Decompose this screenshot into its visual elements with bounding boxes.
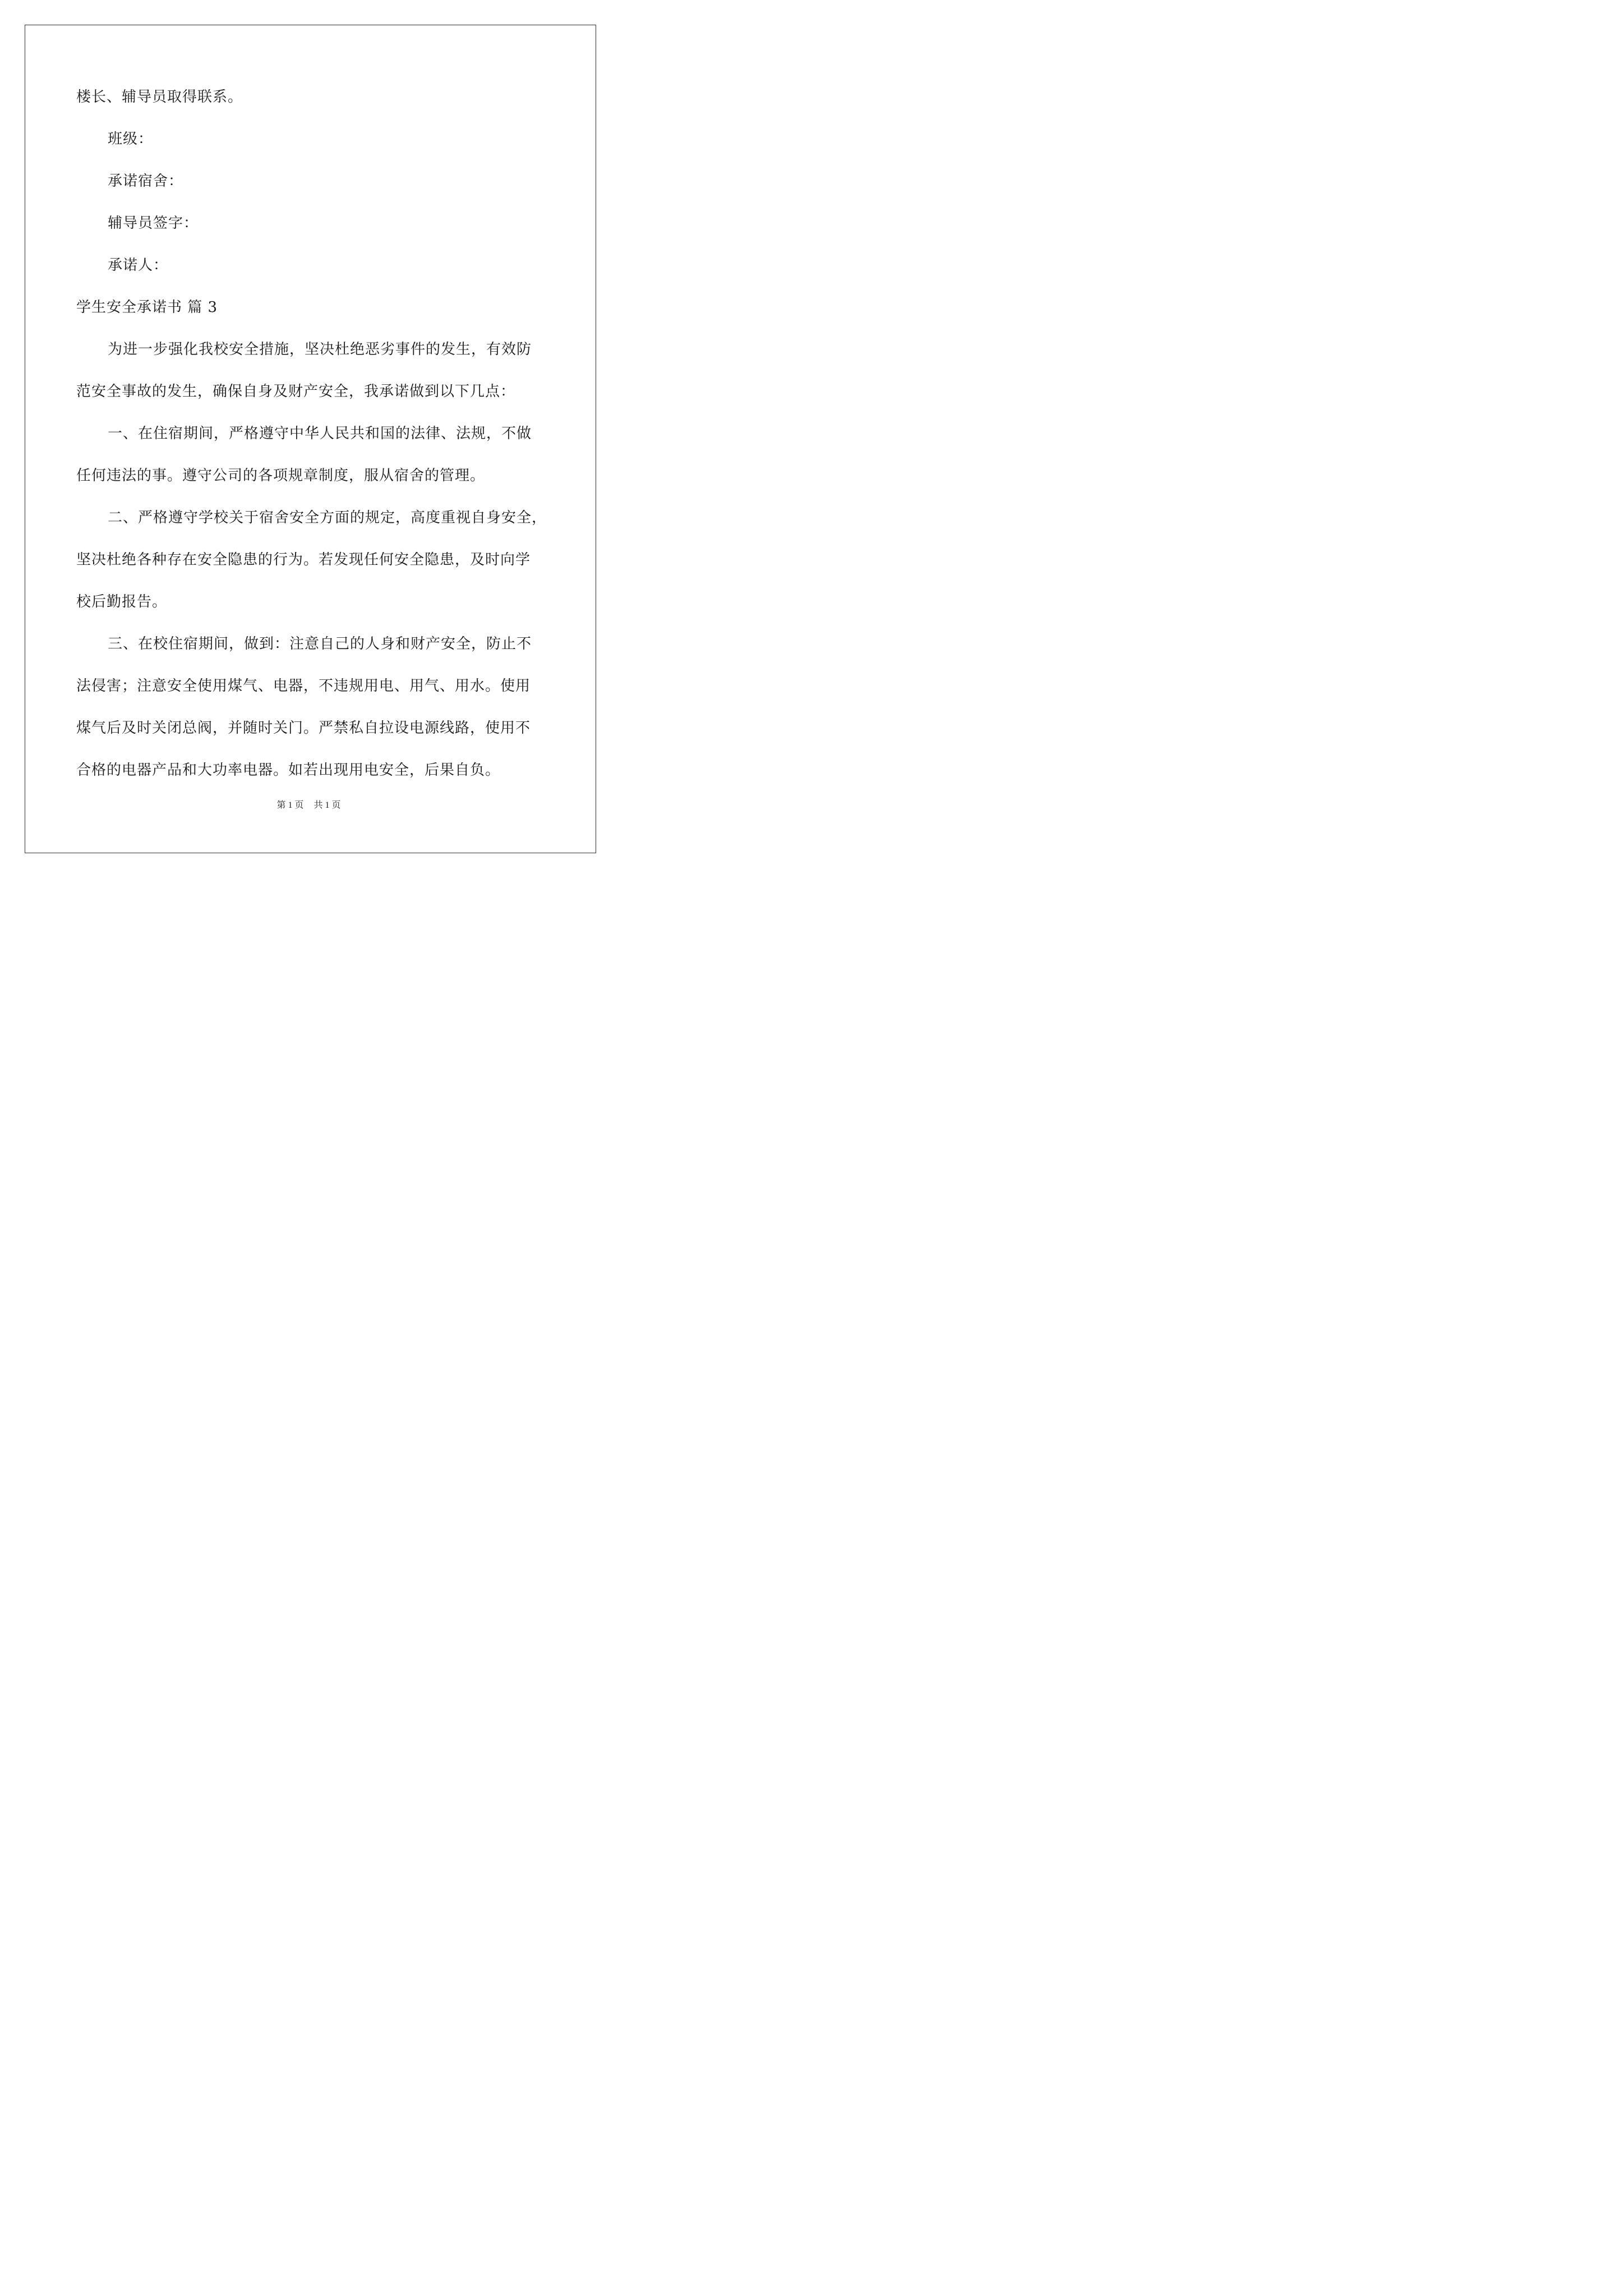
- body-line: 法侵害；注意安全使用煤气、电器，不违规用电、用气、用水。使用: [76, 678, 531, 694]
- body-line: 校后勤报告。: [76, 593, 168, 610]
- page-number: 第 1 页: [276, 800, 304, 810]
- body-line: 合格的电器产品和大功率电器。如若出现用电安全，后果自负。: [76, 762, 501, 779]
- body-line: 范安全事故的发生，确保自身及财产安全，我承诺做到以下几点：: [76, 383, 516, 400]
- body-line: 楼长、辅导员取得联系。: [76, 89, 243, 105]
- promiser-field-label: 承诺人：: [108, 257, 169, 274]
- dorm-field-label: 承诺宿舍：: [108, 173, 184, 190]
- section-heading: 学生安全承诺书 篇 3: [76, 299, 218, 316]
- body-line: 任何违法的事。遵守公司的各项规章制度，服从宿舍的管理。: [76, 467, 486, 484]
- page-footer: [0, 800, 617, 811]
- counselor-signature-label: 辅导员签字：: [108, 215, 199, 232]
- body-line: 三、在校住宿期间，做到：注意自己的人身和财产安全，防止不: [108, 636, 532, 652]
- page-total: 共 1 页: [313, 800, 341, 810]
- body-line: 一、在住宿期间，严格遵守中华人民共和国的法律、法规，不做: [108, 425, 532, 442]
- body-line: 二、严格遵守学校关于宿舍安全方面的规定，高度重视自身安全，: [108, 509, 547, 526]
- body-line: 坚决杜绝各种存在安全隐患的行为。若发现任何安全隐患，及时向学: [76, 551, 531, 568]
- body-line: 为进一步强化我校安全措施，坚决杜绝恶劣事件的发生，有效防: [108, 341, 532, 358]
- class-field-label: 班级：: [108, 131, 154, 148]
- body-line: 煤气后及时关闭总阀，并随时关门。严禁私自拉设电源线路，使用不: [76, 720, 531, 737]
